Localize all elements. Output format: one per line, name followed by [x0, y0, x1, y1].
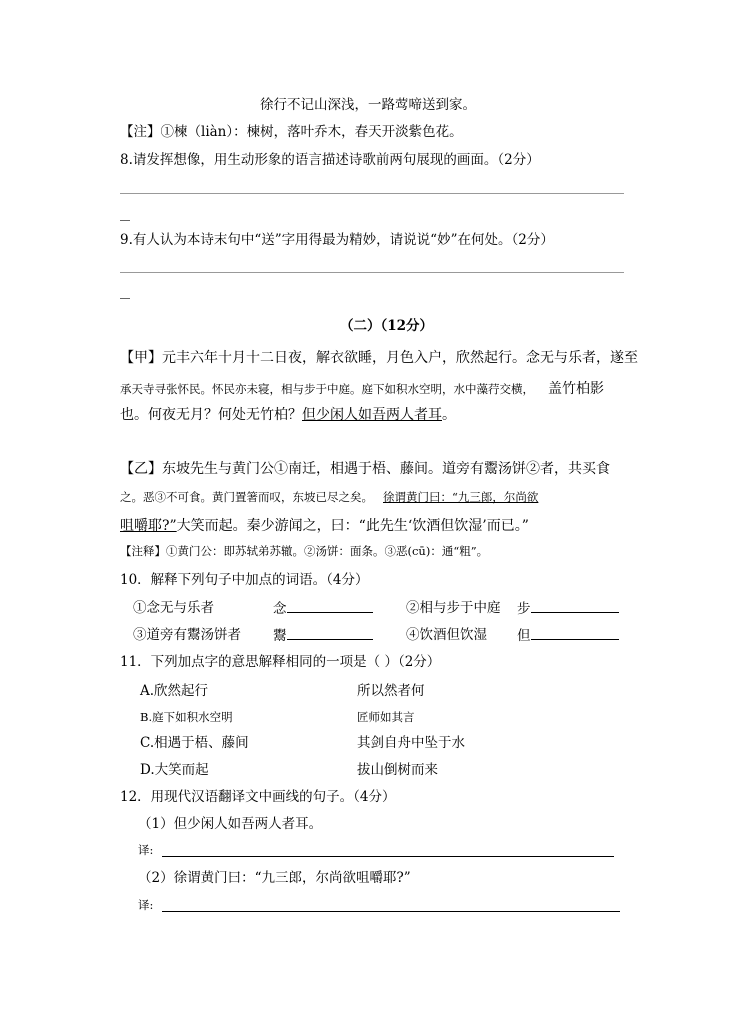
q10-item-3-blank[interactable] — [287, 627, 373, 640]
section-2-title: （二）（12分） — [340, 318, 434, 334]
q10-item-1: ①念无与乐者 — [133, 600, 214, 616]
question-8: 8.请发挥想像，用生动形象的语言描述诗歌前两句展现的画面。（2分） — [120, 152, 540, 168]
passage-yi-line-2 — [120, 491, 538, 505]
answer-dash-9 — [120, 298, 130, 299]
passage-jia-line-3-plain: 也。何夜无月？何处无竹柏？ — [120, 407, 302, 423]
passage-yi-underlined-1: 徐谓黄门曰：“九三郎，尔尚欲 — [383, 490, 539, 504]
q11-option-d: D.大笑而起 — [140, 762, 209, 778]
passage-yi-underlined-2: 咀嚼耶?” — [120, 518, 177, 534]
q10-item-1-blank[interactable] — [287, 600, 373, 613]
q11-option-b: B.庭下如积水空明 — [140, 710, 233, 724]
passage-jia-line-2 — [120, 381, 604, 398]
question-10: 10．解释下列句子中加点的词语。（4分） — [120, 572, 369, 588]
question-9: 9.有人认为本诗末句中“送”字用得最为精妙，请说说“妙”在何处。（2分） — [120, 232, 554, 248]
q10-item-3-word-text: 鬻 — [273, 628, 287, 644]
q10-item-2-word-text: 步 — [517, 601, 531, 617]
q12-item-1-label: 译: — [138, 843, 154, 857]
answer-dash-8 — [120, 220, 130, 221]
q10-item-4-blank[interactable] — [531, 627, 619, 640]
answer-line-8 — [120, 193, 624, 194]
passage-yi-line-3-rest: 大笑而起。秦少游闻之，曰：“此先生‘饮酒但饮湿’而已。” — [176, 518, 529, 534]
passage-jia-line-3-end: 。 — [442, 407, 456, 423]
poem-last-line: 徐行不记山深浅，一路莺啼送到家。 — [260, 97, 476, 113]
q11-option-a-compare: 所以然者何 — [357, 683, 425, 699]
q10-item-2-blank[interactable] — [531, 600, 619, 613]
passage-yi-notes: 【注释】①黄门公：即苏轼弟苏辙。②汤饼：面条。③恶(cū)：通“粗”。 — [120, 544, 489, 558]
q10-item-4-word-text: 但 — [517, 628, 531, 644]
q12-item-2-answer-line[interactable] — [162, 911, 620, 912]
answer-line-9 — [120, 272, 624, 273]
q12-item-2: （2）徐谓黄门曰：“九三郎，尔尚欲咀嚼耶?” — [138, 870, 411, 886]
q12-item-1-answer-line[interactable] — [162, 856, 614, 857]
q11-option-d-compare: 拔山倒树而来 — [357, 762, 438, 778]
passage-jia-line-2a: 承天寺寻张怀民。怀民亦未寝，相与步于中庭。庭下如积水空明，水中藻荇交横， — [120, 382, 534, 396]
passage-yi-line-2-plain: 之。恶③不可食。黄门置箸而叹，东坡已尽之矣。 — [120, 490, 373, 504]
q11-option-a: A.欣然起行 — [140, 683, 209, 699]
q11-option-b-compare: 匠师如其言 — [357, 710, 415, 724]
q10-item-2-word — [517, 600, 619, 617]
q10-item-4: ④饮酒但饮湿 — [406, 627, 487, 643]
q11-option-c: C.相遇于梧、藤间 — [140, 735, 249, 751]
q10-item-3-word — [273, 627, 373, 644]
q12-item-1: （1）但少闲人如吾两人者耳。 — [138, 816, 323, 832]
q10-item-2: ②相与步于中庭 — [406, 600, 501, 616]
q10-item-4-word — [517, 627, 619, 644]
question-12: 12．用现代汉语翻译文中画线的句子。（4分） — [120, 789, 396, 805]
passage-jia-line-3 — [120, 407, 456, 424]
passage-jia-line-1: 【甲】元丰六年十月十二日夜，解衣欲睡，月色入户，欣然起行。念无与乐者，遂至 — [120, 350, 638, 366]
q10-item-1-word — [273, 600, 373, 617]
q11-option-c-compare: 其剑自舟中坠于水 — [357, 735, 465, 751]
passage-jia-underlined: 但少闲人如吾两人者耳 — [302, 407, 442, 423]
q12-item-2-label: 译: — [138, 898, 154, 912]
q10-item-1-word-text: 念 — [273, 601, 287, 617]
passage-yi-line-1: 【乙】东坡先生与黄门公①南迁，相遇于梧、藤间。道旁有鬻汤饼②者，共买食 — [120, 461, 610, 477]
passage-jia-line-2b: 盖竹柏影 — [548, 381, 604, 397]
poem-note: 【注】①楝（liàn）：楝树，落叶乔木，春天开淡紫色花。 — [120, 124, 463, 140]
passage-yi-line-3 — [120, 518, 529, 535]
q10-item-3: ③道旁有鬻汤饼者 — [133, 627, 241, 643]
question-11: 11．下列加点字的意思解释相同的一项是（ ）（2分） — [120, 654, 441, 670]
